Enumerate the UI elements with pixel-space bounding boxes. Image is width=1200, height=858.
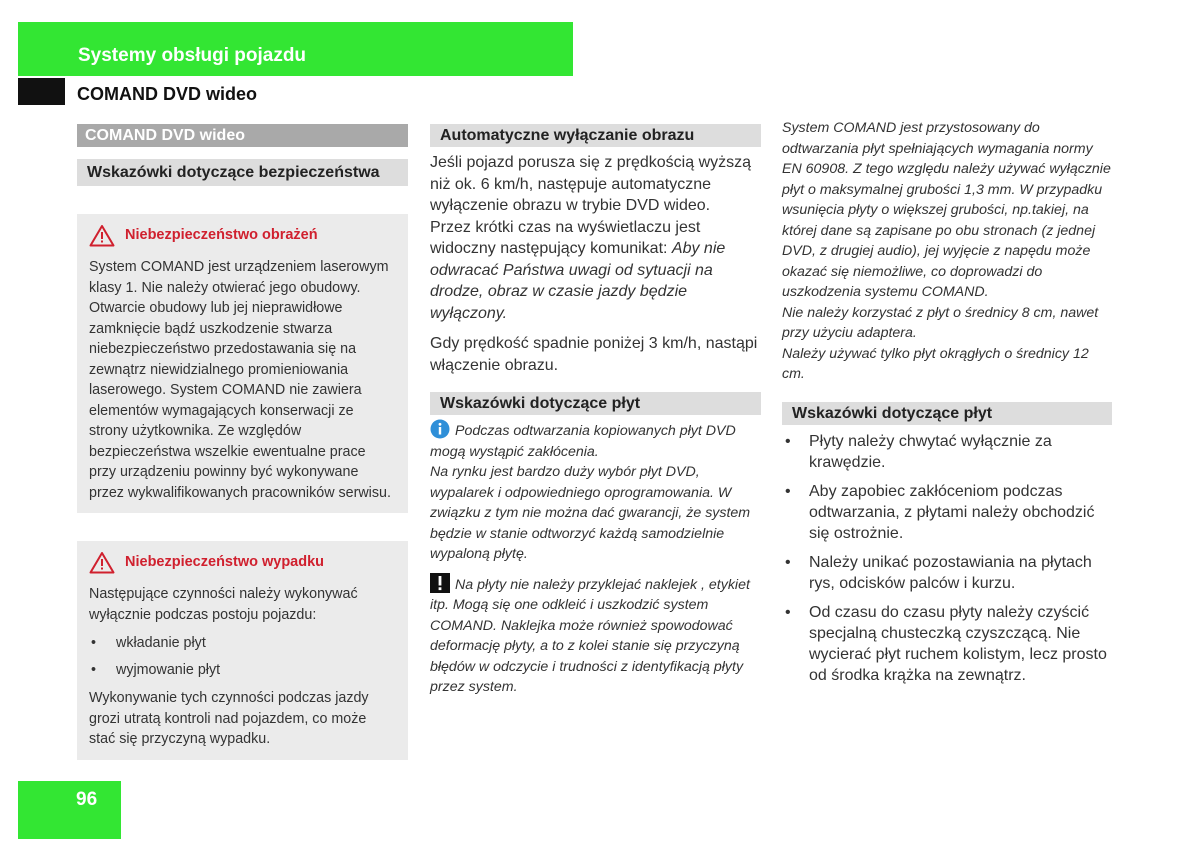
- section-heading: Wskazówki dotyczące płyt: [782, 402, 1112, 425]
- paragraph: Gdy prędkość spadnie poniżej 3 km/h, nastąpi włączenie obrazu.: [430, 335, 758, 374]
- note-text: Należy używać tylko płyt okrągłych o średnicy 12 cm.: [782, 345, 1089, 382]
- caution-note-text: Na płyty nie należy przyklejać naklejek , etykiet itp. Mogą się one odkleić i uszkodzić system COMAND. Naklejka może również spowodować deformację płyty, a to z kolei stanie się przyczyną błędów w odczycie i trudności z identyfikacją płyty przez system.: [430, 576, 750, 695]
- column-heading: COMAND DVD wideo: [77, 124, 408, 147]
- warning-title-text: Niebezpieczeństwo wypadku: [125, 554, 325, 571]
- info-icon: [430, 419, 450, 439]
- warning-box-injury: [77, 214, 408, 513]
- section-header-bar: [18, 22, 573, 76]
- list-item: • Od czasu do czasu płyty należy czyścić specjalną chusteczką czyszczącą. Nie wycierać płyt ruchem kolistym, lecz prosto od środka krążka na zewnątrz.: [782, 602, 1112, 686]
- note-text: Nie należy korzystać z płyt o średnicy 8 cm, nawet przy użyciu adaptera.: [782, 304, 1099, 341]
- page-subheader: COMAND DVD wideo: [77, 84, 257, 104]
- warning-list: [89, 633, 396, 680]
- info-note: [430, 419, 761, 462]
- paragraph-text: Przez krótki czas na wyświetlaczu jest widoczny następujący komunikat:: [430, 218, 701, 257]
- note-text: System COMAND jest przystosowany do odtwarzania płyt spełniających wymagania normy EN 60908. Z tego względu należy używać wyłącznie płyt o maksymalnej grubości 1,3 mm. W przypadku wsunięcia płyty o większej grubości, np.takiej, na której dane są zapisane po obu stronach (z jednej DVD, z drugiej audio), jej wyjęcie z napędu może okazać się niemożliwe, co doprowadzi do uszkodzenia systemu COMAND.: [782, 120, 1111, 300]
- info-note-continued: Na rynku jest bardzo duży wybór płyt DVD, wypalarek i odpowiedniego oprogramowania. W związku z tym nie można dać gwarancji, że system będzie w stanie odtworzyć każdą samodzielnie wypaloną płytę.: [430, 464, 751, 562]
- info-note-text: Podczas odtwarzania kopiowanych płyt DVD mogą wystąpić zakłócenia.: [430, 423, 736, 460]
- page-number-box: [18, 781, 121, 839]
- list-item: • Aby zapobiec zakłóceniom podczas odtwarzania, z płytami należy obchodzić się ostrożnie.: [782, 481, 1112, 544]
- warning-title: [89, 224, 396, 247]
- paragraph: [430, 217, 761, 325]
- section-title: Systemy obsługi pojazdu: [78, 45, 307, 66]
- warning-text: System COMAND jest urządzeniem laserowym klasy 1. Nie należy otwierać jego obudowy. Otwarcie obudowy lub jej nieprawidłowe zamknięcie bądź uszkodzenie stwarza niebezpieczeństwo przedostawania się na zewnątrz niewidzialnego promieniowania laserowego. System COMAND nie zawiera elementów wymagających konserwacji ze strony użytkownika. Ze względów bezpieczeństwa wszelkie ewentualne prace przy urządzeniu powinny być wykonywane przez wykwalifikowanych pracowników serwisu.: [89, 259, 391, 501]
- warning-intro: Następujące czynności należy wykonywać wyłącznie podczas postoju pojazdu:: [89, 586, 358, 623]
- list-item: • Należy unikać pozostawiania na płytach rys, odcisków palców i kurzu.: [782, 552, 1112, 594]
- list-item: • wyjmowanie płyt: [89, 660, 396, 681]
- column-right: [782, 118, 1112, 694]
- section-tab-marker: [18, 78, 65, 105]
- warning-triangle-icon: [89, 224, 115, 247]
- safety-heading: Wskazówki dotyczące bezpieczeństwa: [77, 159, 408, 186]
- section-heading: Automatyczne wyłączanie obrazu: [430, 124, 761, 147]
- page-number: 96: [76, 789, 98, 810]
- section-heading: Wskazówki dotyczące płyt: [430, 392, 761, 415]
- warning-outro: Wykonywanie tych czynności podczas jazdy grozi utratą kontroli nad pojazdem, co może stać się przyczyną wypadku.: [89, 690, 369, 747]
- warning-title: [89, 551, 396, 574]
- exclamation-icon: [430, 573, 450, 593]
- warning-box-accident: [77, 541, 408, 760]
- column-middle: [430, 124, 761, 698]
- list-item: • Płyty należy chwytać wyłącznie za krawędzie.: [782, 431, 1112, 473]
- display-message: Aby nie odwracać Państwa uwagi od sytuacji na drodze, obraz w czasie jazdy będzie wyłączony.: [430, 240, 726, 322]
- disc-care-list: [782, 431, 1112, 686]
- caution-note: [430, 573, 761, 698]
- paragraph: Jeśli pojazd porusza się z prędkością wyższą niż ok. 6 km/h, następuje automatyczne wyłączenie obrazu w trybie DVD wideo.: [430, 154, 752, 214]
- warning-triangle-icon: [89, 551, 115, 574]
- column-left: [77, 124, 408, 760]
- list-item: • wkładanie płyt: [89, 633, 396, 654]
- warning-title-text: Niebezpieczeństwo obrażeń: [125, 227, 318, 244]
